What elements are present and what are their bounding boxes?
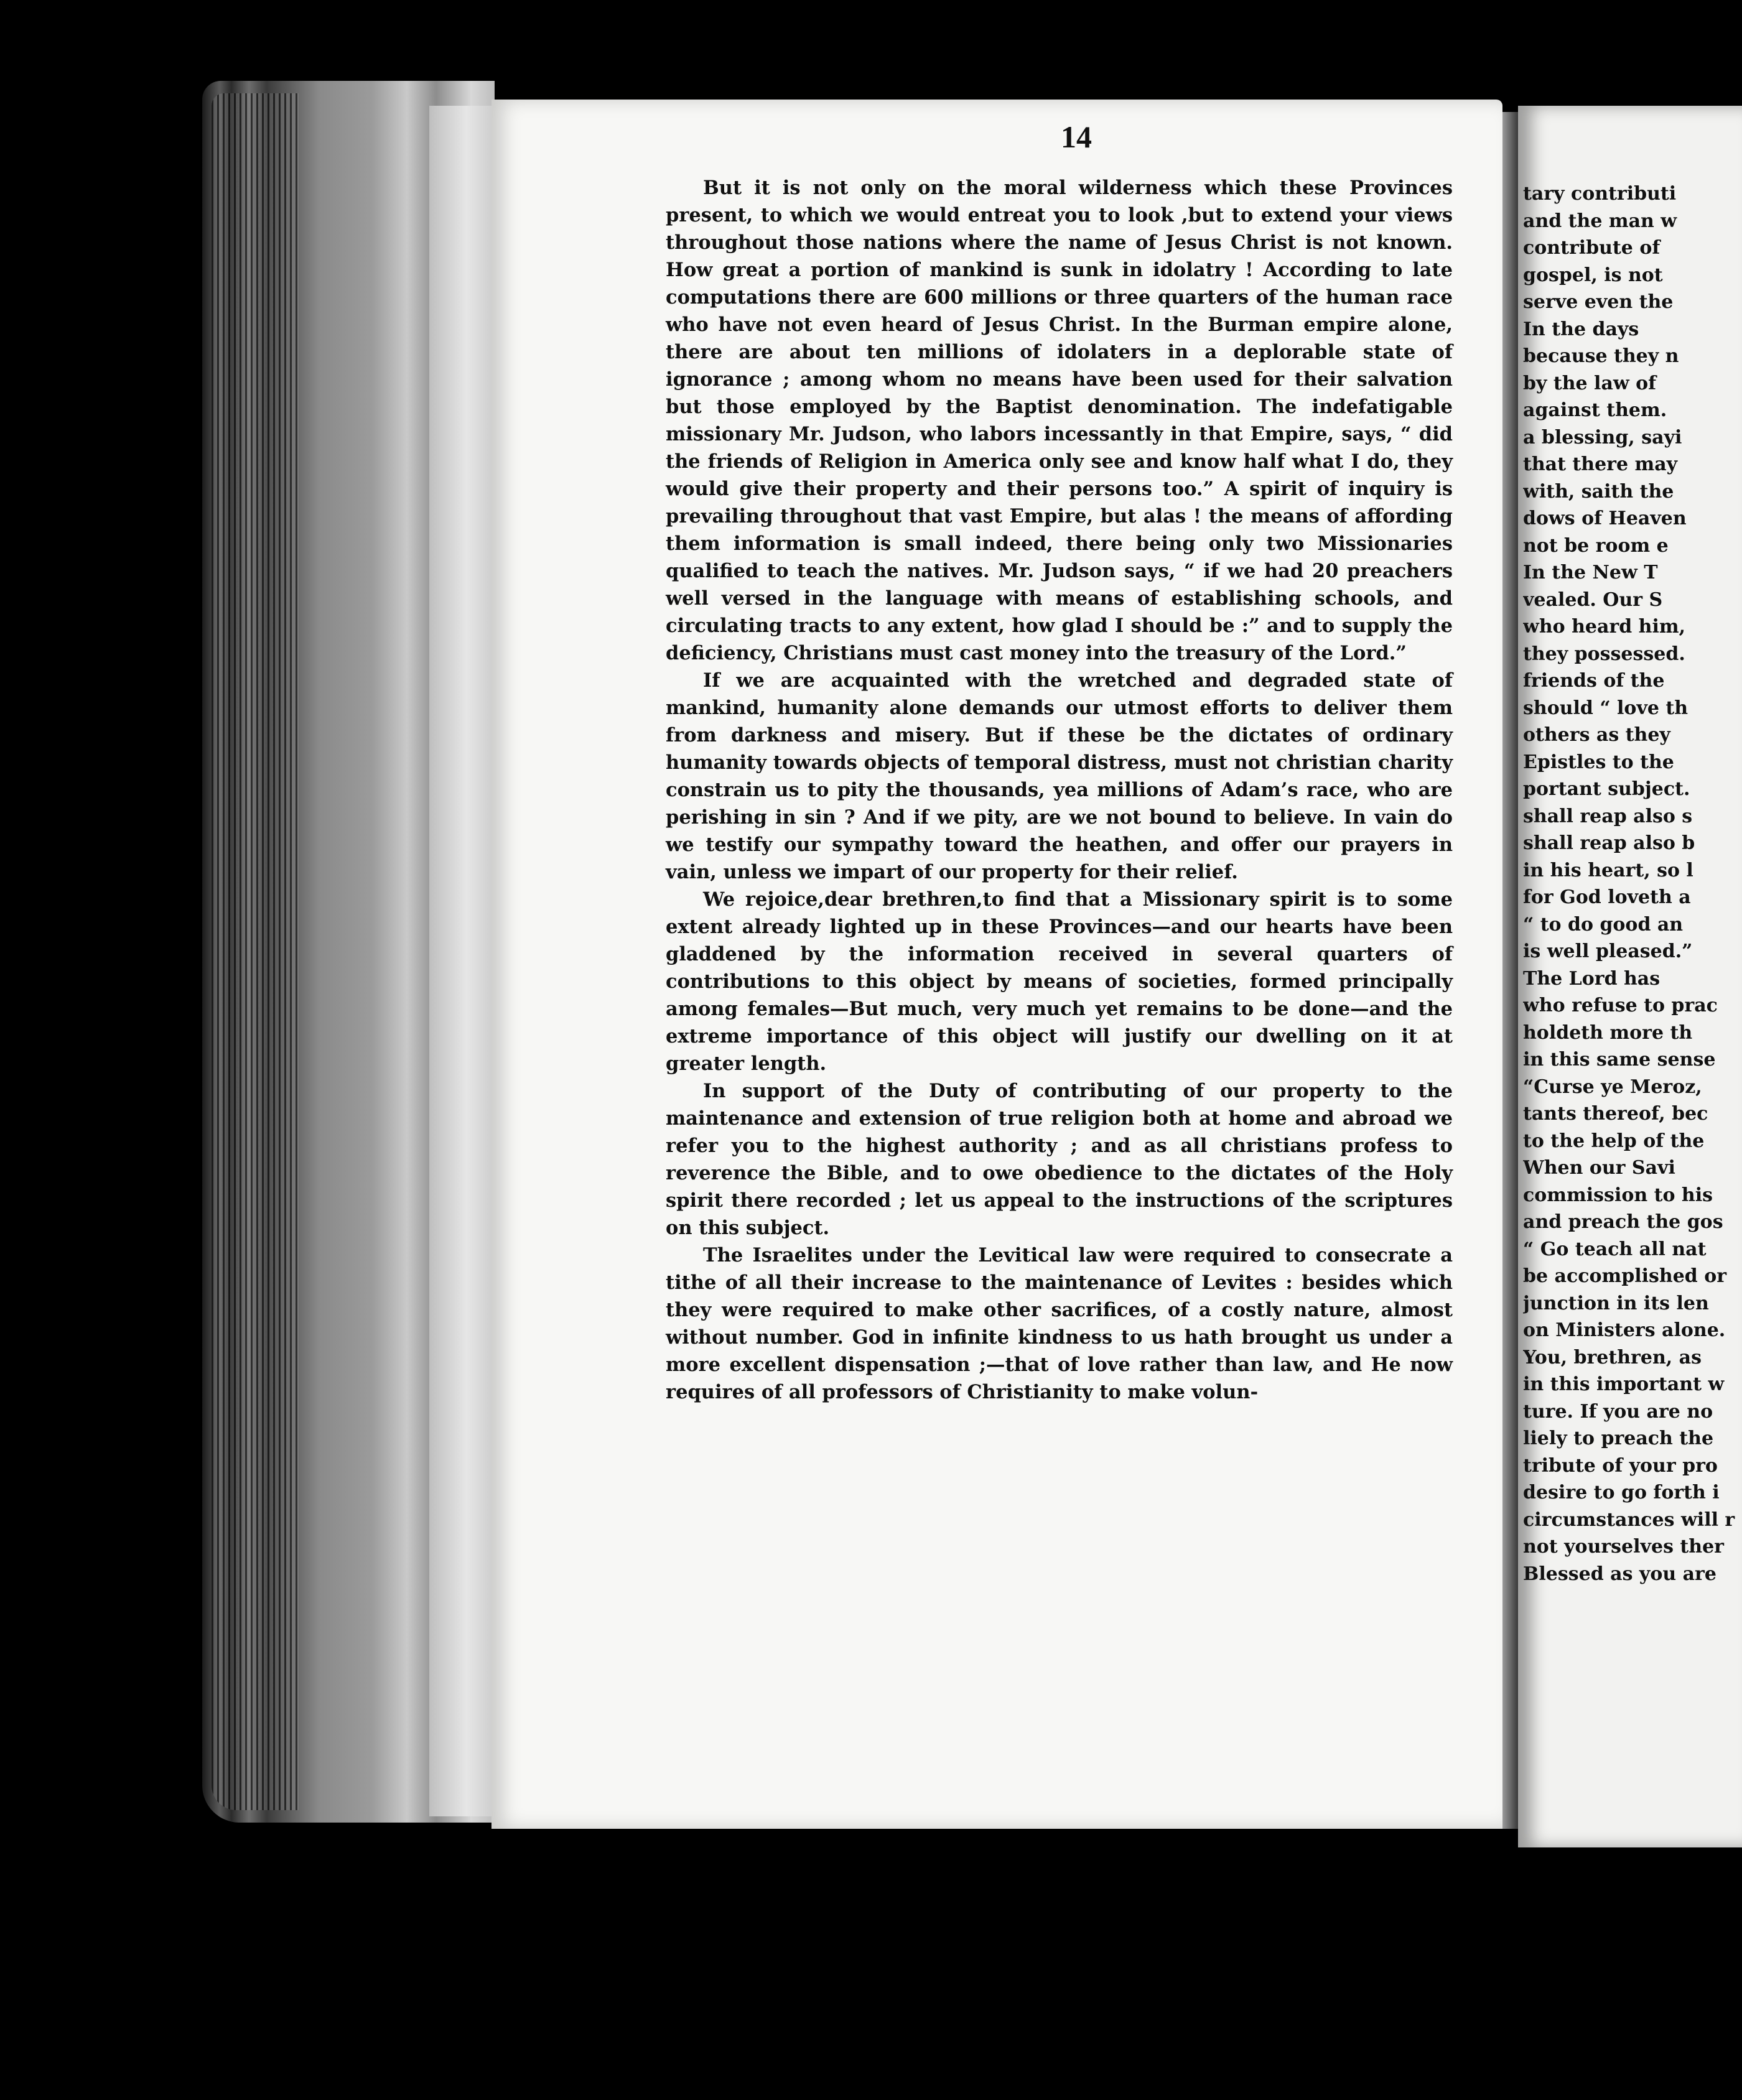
right-page-line: they possessed.: [1523, 643, 1685, 665]
right-page-line: by the law of: [1523, 372, 1657, 394]
right-page-line: shall reap also s: [1523, 805, 1693, 827]
right-page-line: that there may: [1523, 453, 1678, 475]
right-page-line: “Curse ye Meroz,: [1523, 1076, 1702, 1098]
right-page-line: in this same sense: [1523, 1049, 1716, 1071]
right-page-line: The Lord has: [1523, 967, 1660, 990]
right-page-line: friends of the: [1523, 670, 1665, 692]
right-page-line: for God loveth a: [1523, 886, 1691, 908]
right-page-line: tary contributi: [1523, 183, 1677, 205]
right-page-line: gospel, is not: [1523, 264, 1663, 286]
right-page-line: Blessed as you are: [1523, 1563, 1716, 1585]
right-page-line: portant subject.: [1523, 778, 1690, 800]
right-page-line: In the New T: [1523, 562, 1658, 583]
right-page-line: who heard him,: [1523, 616, 1686, 638]
right-page-line: You, brethren, as: [1523, 1346, 1702, 1368]
right-page-line: on Ministers alone.: [1523, 1319, 1726, 1341]
right-page-line: Epistles to the: [1523, 751, 1674, 773]
right-page-line: In the days: [1523, 318, 1639, 340]
page-gutter: [429, 106, 491, 1816]
right-page-line: in this important w: [1523, 1373, 1725, 1395]
right-page-line: junction in its len: [1523, 1292, 1709, 1314]
right-page-line: a blessing, sayi: [1523, 426, 1682, 448]
right-page-line: to the help of the: [1523, 1130, 1705, 1152]
right-page-line: and preach the gos: [1523, 1211, 1723, 1233]
right-page-line: desire to go forth i: [1523, 1482, 1720, 1503]
right-page-line: because they n: [1523, 345, 1679, 367]
right-page-line: in his heart, so l: [1523, 859, 1693, 881]
right-page-line: not be room e: [1523, 534, 1669, 557]
paragraph-levitical-law: The Israelites under the Levitical law were required to consecrate a tithe of all their increase to the maintenance of Levites : besides which they were required to make other sacrifices, of a costly nature, almost without number. God in infinite kindness to us hath brought us under a more excellent dispensation ;—that of love rather than law, and He now requires of all professors of Christianity to make volun-: [666, 1244, 1453, 1403]
right-page-line: vealed. Our S: [1523, 588, 1663, 611]
paragraph-humanity: If we are acquainted with the wretched and degraded state of mankind, humanity alone demands our utmost efforts to deliver them from darkness and misery. But if these be the dictates of ordinary humanity towards objects of temporal distress, must not christian charity constrain us to pity the thousands, yea millions of Adam’s race, who are perishing in sin ? And if we pity, are we not bound to believe. In vain do we testify our sympathy toward the heathen, and offer our prayers in vain, unless we impart of our property for their relief.: [666, 669, 1453, 883]
left-page-body: [666, 174, 1453, 1406]
right-page-line: others as they: [1523, 724, 1670, 746]
page-number: 14: [1061, 119, 1092, 154]
right-page-line: should “ love th: [1523, 697, 1688, 719]
right-page-line: not yourselves ther: [1523, 1536, 1724, 1558]
right-page-line: shall reap also b: [1523, 832, 1695, 854]
right-page-line: commission to his: [1523, 1184, 1713, 1206]
right-page-line: ture. If you are no: [1523, 1400, 1713, 1423]
right-page-line: serve even the: [1523, 291, 1674, 313]
right-page-line: dows of Heaven: [1523, 508, 1687, 529]
right-page-line: who refuse to prac: [1523, 995, 1718, 1016]
right-page-line: holdeth more th: [1523, 1021, 1693, 1044]
right-page-line: “ to do good an: [1523, 913, 1684, 936]
paragraph-missionary-spirit: We rejoice,dear brethren,to find that a Missionary spirit is to some extent already lighted up in these Provinces—and our hearts have been gladdened by the information received in several quarters of contributions to this object by means of societies, formed principally among females—But much, very much yet remains to be done—and the extreme importance of this object will justify our dwelling on it at greater length.: [666, 888, 1453, 1075]
paragraph-duty-of-contributing: In support of the Duty of contributing of our property to the maintenance and extension of true religion both at home and abroad we refer you to the highest authority ; and as all christians profess to reverence the Bible, and to owe obedience to the dictates of the Holy spirit there recorded ; let us appeal to the instructions of the scriptures on this subject.: [666, 1080, 1453, 1239]
right-page-line: is well pleased.”: [1523, 941, 1693, 962]
right-page-line: tants thereof, bec: [1523, 1103, 1708, 1125]
right-page-line: be accomplished or: [1523, 1265, 1727, 1287]
right-page-line: tribute of your pro: [1523, 1454, 1718, 1477]
right-page-line: and the man w: [1523, 210, 1677, 232]
page-stack-lines: [212, 93, 299, 1810]
right-page-line: “ Go teach all nat: [1523, 1238, 1707, 1260]
right-page-line: liely to preach the: [1523, 1428, 1714, 1449]
paragraph-missions-abroad: But it is not only on the moral wilderness which these Provinces present, to which we would entreat you to look ,but to extend your views throughout those nations where the name of Jesus Christ is not known. How great a portion of mankind is sunk in idolatry ! According to late computations there are 600 millions or three quarters of the human race who have not even heard of Jesus Christ. In the Burman empire alone, there are about ten millions of idolaters in a deplorable state of ignorance ; among whom no means have been used for their salvation but those employed by the Baptist denomination. The indefatigable missionary Mr. Judson, who labors incessantly in that Empire, says, “ did the friends of Religion in America only see and know half what I do, they would give their property and their persons too.” A spirit of inquiry is prevailing throughout that vast Empire, but alas ! the means of affording them information is small indeed, there being only two Missionaries qualified to teach the natives. Mr. Judson says, “ if we had 20 preachers well versed in the language with means of establishing schools, and circulating tracts to any extent, how glad I should be :” and to supply the deficiency, Christians must cast money into the treasury of the Lord.”: [666, 177, 1453, 664]
right-page-line: contribute of: [1523, 237, 1660, 259]
right-page-line: against them.: [1523, 399, 1667, 421]
right-page-text: [1523, 180, 1742, 1587]
right-page-line: with, saith the: [1523, 480, 1674, 503]
right-page-line: circumstances will r: [1523, 1508, 1735, 1531]
right-page-line: When our Savi: [1523, 1157, 1675, 1179]
